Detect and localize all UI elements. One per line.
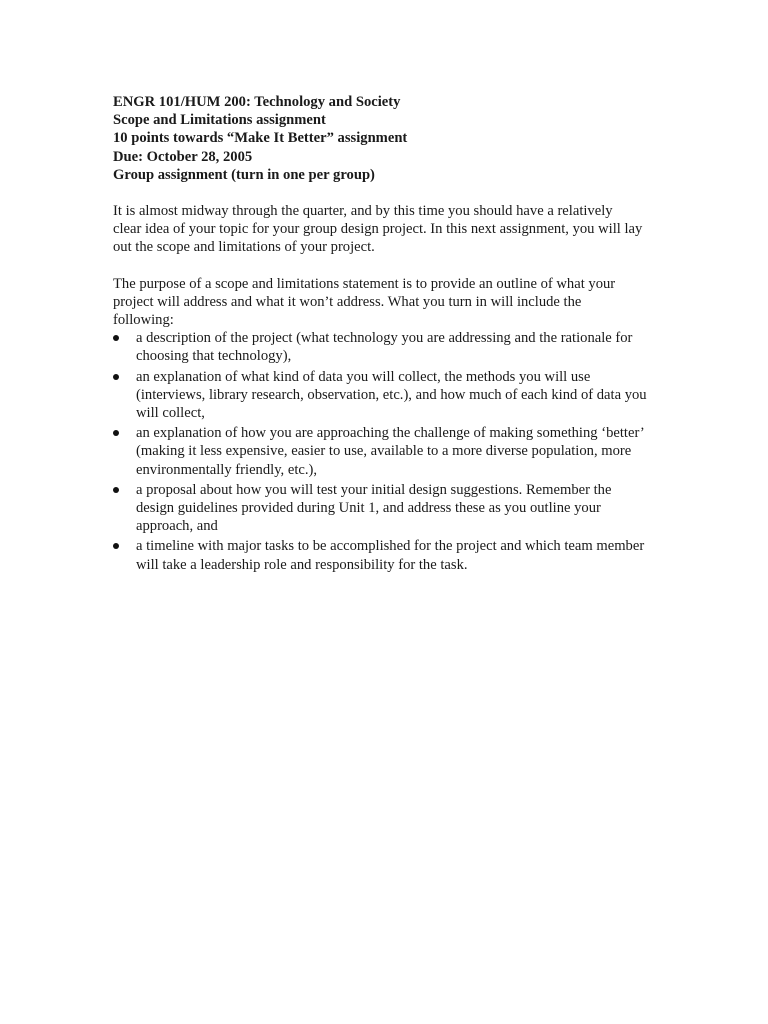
bullet-icon	[113, 543, 119, 549]
list-item-text: an explanation of how you are approaching the challenge of making something ‘better’ (making it less expensive, easier to use, available to a more diverse population, more environmentally friendly, etc.),	[136, 425, 644, 478]
list-item-text: an explanation of what kind of data you will collect, the methods you will use (interviews, library research, observation, etc.), and how much of each kind of data you will collect,	[136, 368, 647, 422]
bullet-icon	[113, 430, 119, 436]
list-item	[113, 537, 651, 573]
assignment-title: Scope and Limitations assignment	[113, 112, 326, 129]
course-title: ENGR 101/HUM 200: Technology and Society	[113, 94, 401, 110]
due-date-line: Due: October 28, 2005	[113, 148, 253, 165]
assignment-header	[113, 93, 653, 184]
requirements-list	[113, 329, 653, 574]
group-assignment-line: Group assignment (turn in one per group)	[113, 166, 375, 183]
list-item-text: a timeline with major tasks to be accomplished for the project and which team member will take a leadership role and responsibility for the task.	[136, 538, 645, 573]
list-item	[113, 424, 651, 479]
list-item-text: a description of the project (what technology you are addressing and the rationale for choosing that technology),	[136, 330, 633, 365]
list-item-text: a proposal about how you will test your initial design suggestions. Remember the design guidelines provided during Unit 1, and address these as you outline your approach, and	[136, 481, 612, 535]
list-item	[113, 368, 651, 423]
document-content	[113, 93, 653, 576]
purpose-paragraph: The purpose of a scope and limitations statement is to provide an outline of what your project will address and what it won’t address. What you turn in will include the following:	[113, 275, 616, 329]
bullet-icon	[113, 374, 119, 380]
intro-paragraph: It is almost midway through the quarter, and by this time you should have a relatively clear idea of your topic for your group design project. In this next assignment, you will lay out the scope and limitations of your project.	[113, 203, 643, 256]
bullet-icon	[113, 335, 119, 341]
bullet-icon	[113, 487, 119, 493]
points-line: 10 points towards “Make It Better” assignment	[113, 130, 408, 147]
list-item	[113, 481, 651, 536]
list-item	[113, 329, 651, 365]
